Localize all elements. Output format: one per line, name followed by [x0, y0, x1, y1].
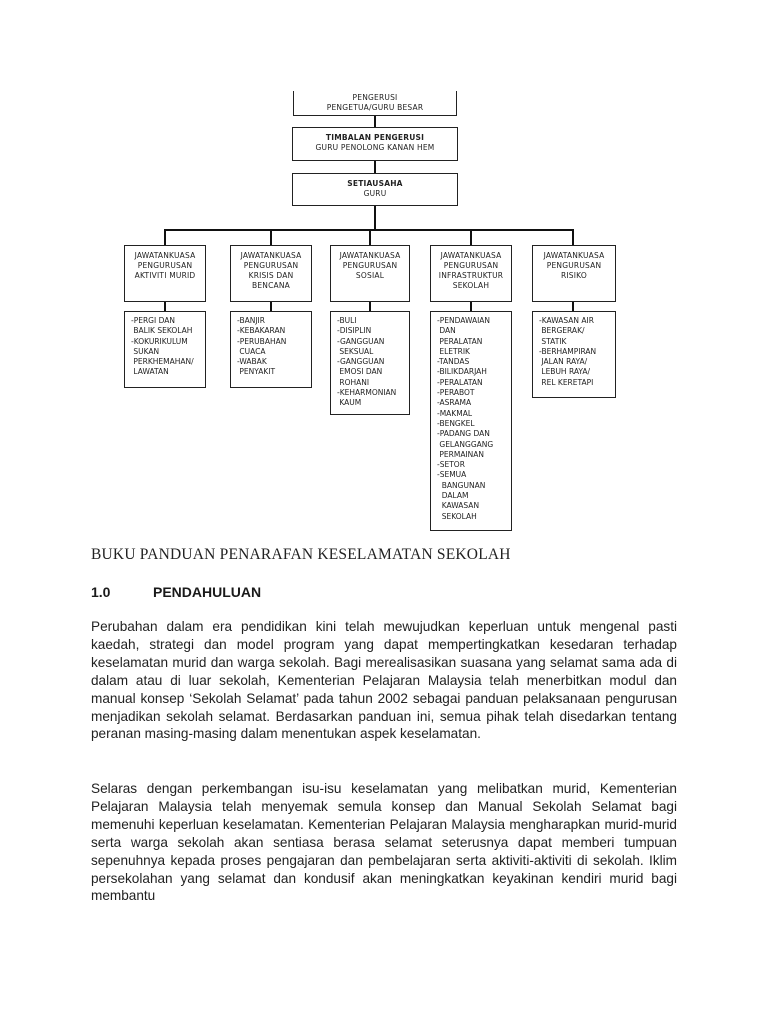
chair-subtitle: PENGETUA/GURU BESAR	[326, 103, 424, 112]
connector-link-2	[270, 301, 272, 311]
connector-link-5	[572, 301, 574, 311]
list-item: -BERHAMPIRAN	[539, 346, 597, 356]
list-item: -PADANG DAN	[437, 429, 490, 439]
committee-line: JAWATANKUASA	[339, 251, 401, 260]
vice-chair-box	[292, 127, 458, 161]
connector-secretary-bus	[374, 205, 376, 230]
list-item: LAWATAN	[131, 367, 169, 377]
list-item: ELETRIK	[437, 346, 470, 356]
committee-box-infrastructure	[430, 245, 512, 302]
list-item: REL KERETAPI	[539, 377, 594, 387]
committee-items-student-activity	[124, 311, 206, 388]
list-item: SUKAN	[131, 346, 160, 356]
connector-link-3	[369, 301, 371, 311]
committee-box-crisis	[230, 245, 312, 302]
list-item: KAWASAN	[437, 501, 480, 511]
committee-box-social	[330, 245, 410, 302]
list-item: BALIK SEKOLAH	[131, 326, 193, 336]
list-item: SEKSUAL	[337, 346, 374, 356]
list-item: -BENGKEL	[437, 418, 475, 428]
committee-line: SOSIAL	[355, 271, 385, 280]
connector-link-1	[164, 301, 166, 311]
committee-line: JAWATANKUASA	[543, 251, 605, 260]
list-item: -PERABOT	[437, 388, 475, 398]
list-item: -TANDAS	[437, 357, 470, 367]
connector-vice-secretary	[374, 160, 376, 174]
list-item: -BULI	[337, 316, 357, 325]
connector-link-4	[470, 301, 472, 311]
committee-box-risk	[532, 245, 616, 302]
list-item: -BANJIR	[237, 316, 265, 325]
list-item: GELANGGANG	[437, 439, 494, 449]
committee-line: RISIKO	[560, 271, 587, 280]
list-item: BERGERAK/	[539, 326, 585, 336]
list-item: PERKHEMAHAN/	[131, 357, 194, 367]
connector-drop-3	[369, 229, 371, 246]
list-item: ROHANI	[337, 377, 370, 387]
committee-line: PENGURUSAN	[342, 261, 398, 270]
list-item: -KAWASAN AIR	[539, 316, 594, 325]
committee-line: PENGURUSAN	[443, 261, 499, 270]
committee-line: JAWATANKUASA	[134, 251, 196, 260]
committee-line: JAWATANKUASA	[440, 251, 502, 260]
list-item: -PERALATAN	[437, 377, 483, 387]
list-item: -PERUBAHAN	[237, 336, 287, 346]
secretary-subtitle: GURU	[363, 189, 387, 198]
list-item: -PENDAWAIAN	[437, 316, 491, 325]
section-number: 1.0	[91, 584, 111, 600]
connector-drop-2	[270, 229, 272, 246]
list-item: -KEBAKARAN	[237, 326, 286, 336]
list-item: -SEMUA	[437, 470, 467, 480]
list-item: -GANGGUAN	[337, 357, 385, 367]
list-item: SEKOLAH	[437, 511, 477, 521]
paragraph-continuation: Selaras dengan perkembangan isu-isu keselamatan yang melibatkan murid, Kementerian Pelajaran Malaysia telah menyemak semula konsep dan Manual Sekolah Selamat bagi memenuhi keperluan keselamatan. Kementerian Pelajaran Malaysia mengharapkan murid-murid serta warga sekolah akan sentiasa berasa selamat seterusnya dapat memberi tumpuan sepenuhnya kepada proses pengajaran dan pembelajaran serta aktiviti-aktiviti di sekolah. Iklim persekolahan yang selamat dan kondusif akan meningkatkan keyakinan kendiri murid bagi membantu	[91, 781, 677, 904]
committee-items-infrastructure	[430, 311, 512, 531]
committee-line: PENGURUSAN	[137, 261, 193, 270]
list-item: BANGUNAN	[437, 480, 486, 490]
list-item: PERALATAN	[437, 336, 483, 346]
committee-line: BENCANA	[251, 281, 290, 290]
committee-line: SEKOLAH	[452, 281, 490, 290]
committee-items-crisis	[230, 311, 312, 388]
committee-line: KRISIS DAN	[248, 271, 294, 280]
connector-drop-1	[164, 229, 166, 246]
list-item: -GANGGUAN	[337, 336, 385, 346]
list-item: -KOKURIKULUM	[131, 336, 188, 346]
list-item: PENYAKIT	[237, 367, 276, 377]
list-item: -MAKMAL	[437, 408, 473, 418]
list-item: CUACA	[237, 346, 266, 356]
secretary-title: SETIAUSAHA	[347, 179, 403, 188]
list-item: -ASRAMA	[437, 398, 472, 408]
connector-drop-5	[572, 229, 574, 246]
list-item: -BILIKDARJAH	[437, 367, 487, 377]
secretary-box	[292, 173, 458, 206]
committee-line: AKTIVITI MURID	[134, 271, 196, 280]
list-item: -SETOR	[437, 460, 465, 470]
connector-drop-4	[470, 229, 472, 246]
chair-box	[293, 91, 457, 116]
committee-line: INFRASTRUKTUR	[438, 271, 504, 280]
committee-line: PENGURUSAN	[243, 261, 299, 270]
list-item: DAN	[437, 326, 456, 336]
document-title: BUKU PANDUAN PENARAFAN KESELAMATAN SEKOLAH	[91, 546, 511, 563]
list-item: -PERGI DAN	[131, 316, 175, 325]
committee-items-risk	[532, 311, 616, 398]
committee-line: PENGURUSAN	[546, 261, 602, 270]
list-item: JALAN RAYA/	[539, 357, 588, 367]
list-item: -DISIPLIN	[337, 326, 372, 336]
committee-items-social	[330, 311, 410, 415]
chair-title: PENGERUSI	[352, 93, 398, 102]
section-title: PENDAHULUAN	[153, 584, 262, 600]
vice-chair-title: TIMBALAN PENGERUSI	[325, 133, 425, 142]
list-item: KAUM	[337, 398, 362, 408]
list-item: STATIK	[539, 336, 567, 346]
committee-line: JAWATANKUASA	[240, 251, 302, 260]
list-item: DALAM	[437, 491, 469, 501]
list-item: PERMAINAN	[437, 449, 485, 459]
vice-chair-subtitle: GURU PENOLONG KANAN HEM	[315, 143, 435, 152]
paragraph-introduction: Perubahan dalam era pendidikan kini telah mewujudkan keperluan untuk mengenal pasti kaedah, strategi dan model program yang dapat mempertingkatkan kesedaran terhadap keselamatan murid dan warga sekolah. Bagi merealisasikan suasana yang selamat sama ada di dalam atau di luar sekolah, Kementerian Pelajaran Malaysia telah menerbitkan modul dan manual konsep ‘Sekolah Selamat’ pada tahun 2002 sebagai panduan pelaksanaan pengurusan menjadikan sekolah selamat. Berdasarkan panduan ini, semua pihak telah disedarkan tentang peranan masing-masing dalam menentukan aspek keselamatan.	[91, 619, 677, 742]
list-item: -WABAK	[237, 357, 267, 367]
list-item: -KEHARMONIAN	[337, 388, 397, 398]
committee-box-student-activity	[124, 245, 206, 302]
list-item: LEBUH RAYA/	[539, 367, 591, 377]
list-item: EMOSI DAN	[337, 367, 383, 377]
